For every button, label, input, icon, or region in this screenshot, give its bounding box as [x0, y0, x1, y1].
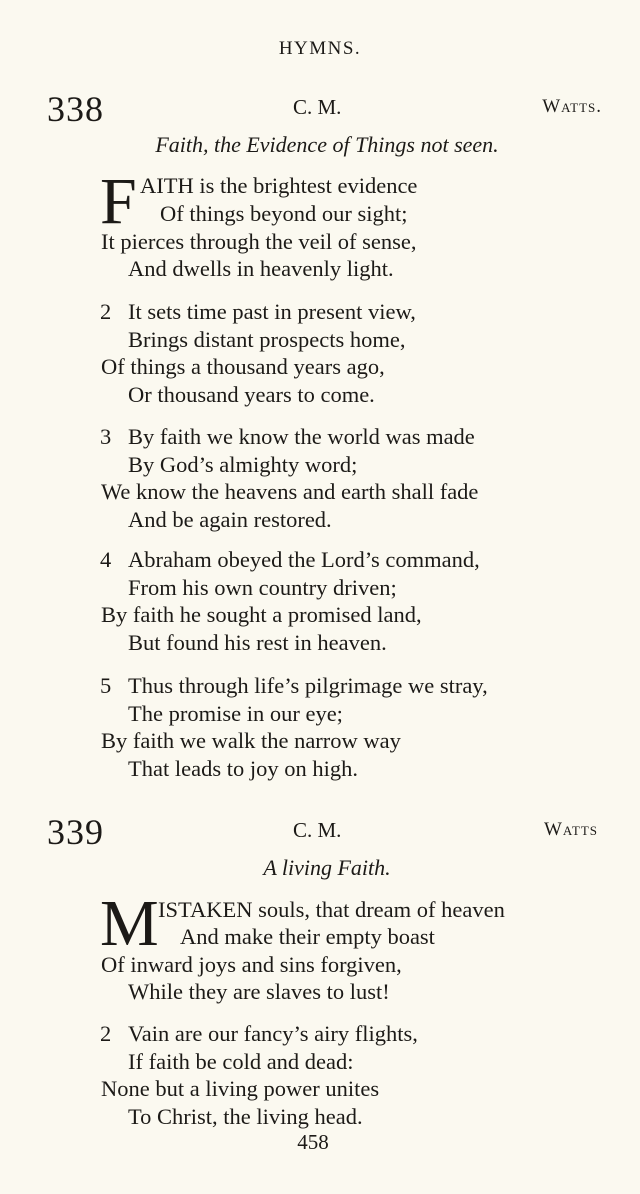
drop-cap: F [100, 165, 137, 238]
verse-line: Or thousand years to come. [128, 382, 375, 407]
stanza-number: 3 [100, 424, 112, 449]
hymn-author: Watts. [542, 96, 602, 117]
running-head: HYMNS. [278, 38, 362, 59]
stanza-number: 2 [100, 1021, 112, 1046]
page-number: 458 [297, 1130, 329, 1154]
verse-line: None but a living power unites [101, 1076, 380, 1101]
verse-line: And dwells in heavenly light. [128, 256, 394, 281]
verse-line: That leads to joy on high. [128, 756, 358, 781]
verse-line: We know the heavens and earth shall fade [101, 479, 479, 504]
verse-line: Thus through life’s pilgrimage we stray, [128, 673, 488, 698]
hymn-title: A living Faith. [263, 855, 391, 880]
verse-line: Of inward joys and sins forgiven, [101, 952, 402, 977]
verse-line: By faith we walk the narrow way [101, 728, 401, 753]
verse-line: By faith we know the world was made [128, 424, 475, 449]
verse-line: And be again restored. [128, 507, 332, 532]
verse-line: AITH is the brightest evidence [140, 173, 418, 198]
verse-line: While they are slaves to lust! [128, 979, 390, 1004]
hymn-number: 339 [47, 812, 104, 852]
stanza-number: 2 [100, 299, 112, 324]
verse-line: Brings distant prospects home, [128, 327, 406, 352]
verse-line: From his own country driven; [128, 575, 397, 600]
verse-line: It pierces through the veil of sense, [101, 229, 417, 254]
hymn-meter: C. M. [293, 95, 342, 119]
verse-line: To Christ, the living head. [128, 1104, 363, 1129]
stanza-number: 5 [100, 673, 112, 698]
hymn-meter: C. M. [293, 818, 342, 842]
verse-line: Abraham obeyed the Lord’s command, [128, 547, 480, 572]
hymn-number: 338 [47, 89, 104, 129]
verse-line: But found his rest in heaven. [128, 630, 387, 655]
drop-cap: M [100, 887, 159, 960]
verse-line: Vain are our fancy’s airy flights, [128, 1021, 418, 1046]
verse-line: And make their empty boast [180, 924, 435, 949]
verse-line: If faith be cold and dead: [128, 1049, 354, 1074]
hymn-title: Faith, the Evidence of Things not seen. [155, 132, 499, 157]
verse-line: It sets time past in present view, [128, 299, 416, 324]
verse-line: ISTAKEN souls, that dream of heaven [158, 897, 505, 922]
verse-line: By God’s almighty word; [128, 452, 358, 477]
verse-line: Of things beyond our sight; [160, 201, 408, 226]
verse-line: By faith he sought a promised land, [101, 602, 422, 627]
verse-line: The promise in our eye; [128, 701, 343, 726]
verse-line: Of things a thousand years ago, [101, 354, 385, 379]
stanza-number: 4 [100, 547, 112, 572]
hymn-author: Watts [544, 819, 598, 840]
